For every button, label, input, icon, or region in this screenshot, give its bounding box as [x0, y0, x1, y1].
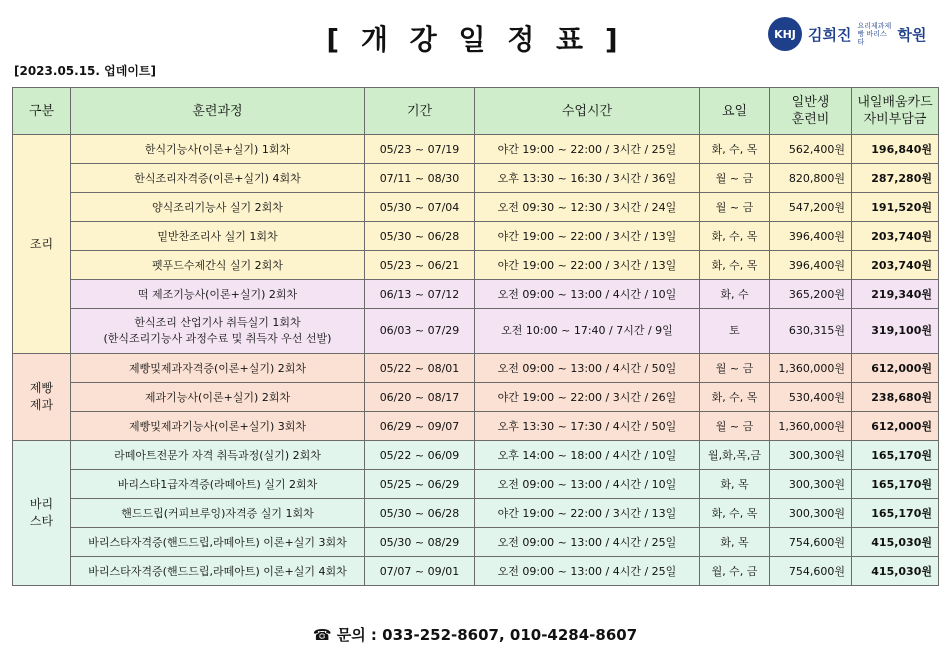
self-pay-cell: 612,000원	[852, 354, 939, 383]
table-row	[13, 193, 939, 222]
table-row	[13, 354, 939, 383]
course-cell	[71, 309, 365, 354]
days-cell: 월 ~ 금	[700, 412, 770, 441]
days-cell: 화, 수, 목	[700, 383, 770, 412]
period-cell: 05/30 ~ 06/28	[365, 499, 475, 528]
column-header: 요일	[700, 88, 770, 135]
column-header: 내일배움카드 자비부담금	[852, 88, 939, 135]
self-pay-cell: 165,170원	[852, 499, 939, 528]
fee-cell: 630,315원	[770, 309, 852, 354]
table-row	[13, 164, 939, 193]
category-cell: 바리 스타	[13, 441, 71, 586]
fee-cell: 754,600원	[770, 528, 852, 557]
table-row	[13, 135, 939, 164]
days-cell: 월,화,목,금	[700, 441, 770, 470]
category-cell: 조리	[13, 135, 71, 354]
self-pay-cell: 319,100원	[852, 309, 939, 354]
period-cell: 07/11 ~ 08/30	[365, 164, 475, 193]
time-cell: 오전 09:00 ~ 13:00 / 4시간 / 25일	[475, 528, 700, 557]
period-cell: 06/03 ~ 07/29	[365, 309, 475, 354]
table-row	[13, 280, 939, 309]
course-note: (한식조리기능사 과정수료 및 취득자 우선 선발)	[103, 332, 332, 345]
self-pay-cell: 196,840원	[852, 135, 939, 164]
update-date: [2023.05.15. 업데이트]	[14, 64, 156, 78]
table-row	[13, 499, 939, 528]
schedule-table	[12, 87, 939, 586]
time-cell: 오전 09:00 ~ 13:00 / 4시간 / 50일	[475, 354, 700, 383]
period-cell: 06/20 ~ 08/17	[365, 383, 475, 412]
academy-name: 김희진	[808, 25, 852, 44]
column-header: 수업시간	[475, 88, 700, 135]
time-cell: 오전 10:00 ~ 17:40 / 7시간 / 9일	[475, 309, 700, 354]
course-cell: 제빵및제과기능사(이론+실기) 3회차	[71, 412, 365, 441]
column-header: 기간	[365, 88, 475, 135]
period-cell: 06/13 ~ 07/12	[365, 280, 475, 309]
fee-cell: 562,400원	[770, 135, 852, 164]
time-cell: 오전 09:00 ~ 13:00 / 4시간 / 10일	[475, 280, 700, 309]
period-cell: 05/30 ~ 08/29	[365, 528, 475, 557]
time-cell: 오전 09:00 ~ 13:00 / 4시간 / 10일	[475, 470, 700, 499]
days-cell: 화, 수, 목	[700, 135, 770, 164]
course-cell: 떡 제조기능사(이론+실기) 2회차	[71, 280, 365, 309]
fee-cell: 396,400원	[770, 222, 852, 251]
course-cell: 양식조리기능사 실기 2회차	[71, 193, 365, 222]
course-cell: 제빵및제과자격증(이론+실기) 2회차	[71, 354, 365, 383]
academy-suffix: 학원	[897, 25, 927, 44]
academy-subtitle: 요리제과제빵 바리스타	[857, 22, 892, 46]
self-pay-cell: 191,520원	[852, 193, 939, 222]
table-row	[13, 470, 939, 499]
fee-cell: 300,300원	[770, 441, 852, 470]
self-pay-cell: 238,680원	[852, 383, 939, 412]
column-header: 일반생 훈련비	[770, 88, 852, 135]
column-header: 구분	[13, 88, 71, 135]
period-cell: 05/25 ~ 06/29	[365, 470, 475, 499]
course-cell: 펫푸드수제간식 실기 2회차	[71, 251, 365, 280]
time-cell: 오후 13:30 ~ 17:30 / 4시간 / 50일	[475, 412, 700, 441]
table-row	[13, 528, 939, 557]
time-cell: 오전 09:00 ~ 13:00 / 4시간 / 25일	[475, 557, 700, 586]
fee-cell: 754,600원	[770, 557, 852, 586]
self-pay-cell: 415,030원	[852, 528, 939, 557]
days-cell: 화, 수, 목	[700, 251, 770, 280]
fee-cell: 530,400원	[770, 383, 852, 412]
course-cell: 바리스타1급자격증(라떼아트) 실기 2회차	[71, 470, 365, 499]
period-cell: 05/30 ~ 07/04	[365, 193, 475, 222]
period-cell: 07/07 ~ 09/01	[365, 557, 475, 586]
time-cell: 오전 09:30 ~ 12:30 / 3시간 / 24일	[475, 193, 700, 222]
days-cell: 화, 수, 목	[700, 222, 770, 251]
period-cell: 06/29 ~ 09/07	[365, 412, 475, 441]
course-cell: 한식조리자격증(이론+실기) 4회차	[71, 164, 365, 193]
table-row	[13, 251, 939, 280]
column-header: 훈련과정	[71, 88, 365, 135]
self-pay-cell: 219,340원	[852, 280, 939, 309]
days-cell: 월 ~ 금	[700, 193, 770, 222]
fee-cell: 1,360,000원	[770, 354, 852, 383]
course-title: 한식조리 산업기사 취득실기 1회차	[134, 316, 301, 329]
period-cell: 05/23 ~ 06/21	[365, 251, 475, 280]
time-cell: 야간 19:00 ~ 22:00 / 3시간 / 13일	[475, 222, 700, 251]
course-cell: 밑반찬조리사 실기 1회차	[71, 222, 365, 251]
self-pay-cell: 165,170원	[852, 441, 939, 470]
self-pay-cell: 287,280원	[852, 164, 939, 193]
time-cell: 오후 13:30 ~ 16:30 / 3시간 / 36일	[475, 164, 700, 193]
fee-cell: 300,300원	[770, 470, 852, 499]
table-row	[13, 222, 939, 251]
table-row	[13, 557, 939, 586]
period-cell: 05/30 ~ 06/28	[365, 222, 475, 251]
fee-cell: 820,800원	[770, 164, 852, 193]
fee-cell: 1,360,000원	[770, 412, 852, 441]
self-pay-cell: 203,740원	[852, 222, 939, 251]
days-cell: 월 ~ 금	[700, 164, 770, 193]
time-cell: 야간 19:00 ~ 22:00 / 3시간 / 13일	[475, 499, 700, 528]
course-cell: 핸드드립(커피브루잉)자격증 실기 1회차	[71, 499, 365, 528]
table-row	[13, 441, 939, 470]
academy-logo	[768, 14, 926, 54]
period-cell: 05/23 ~ 07/19	[365, 135, 475, 164]
phone-icon: ☎	[312, 626, 332, 644]
fee-cell: 365,200원	[770, 280, 852, 309]
days-cell: 토	[700, 309, 770, 354]
time-cell: 야간 19:00 ~ 22:00 / 3시간 / 25일	[475, 135, 700, 164]
self-pay-cell: 203,740원	[852, 251, 939, 280]
course-cell: 한식기능사(이론+실기) 1회차	[71, 135, 365, 164]
table-row	[13, 383, 939, 412]
course-cell: 제과기능사(이론+실기) 2회차	[71, 383, 365, 412]
days-cell: 월 ~ 금	[700, 354, 770, 383]
time-cell: 오후 14:00 ~ 18:00 / 4시간 / 10일	[475, 441, 700, 470]
self-pay-cell: 612,000원	[852, 412, 939, 441]
page-title: [ 개 강 일 정 표 ]	[326, 23, 624, 56]
academy-seal-icon: KHJ	[768, 17, 802, 51]
period-cell: 05/22 ~ 06/09	[365, 441, 475, 470]
category-cell: 제빵 제과	[13, 354, 71, 441]
days-cell: 화, 수	[700, 280, 770, 309]
days-cell: 화, 수, 목	[700, 499, 770, 528]
table-row	[13, 412, 939, 441]
fee-cell: 547,200원	[770, 193, 852, 222]
self-pay-cell: 415,030원	[852, 557, 939, 586]
course-cell: 바리스타자격증(핸드드립,라떼아트) 이론+실기 4회차	[71, 557, 365, 586]
course-cell: 라떼아트전문가 자격 취득과정(실기) 2회차	[71, 441, 365, 470]
time-cell: 야간 19:00 ~ 22:00 / 3시간 / 26일	[475, 383, 700, 412]
table-header-row	[13, 88, 939, 135]
fee-cell: 396,400원	[770, 251, 852, 280]
period-cell: 05/22 ~ 08/01	[365, 354, 475, 383]
self-pay-cell: 165,170원	[852, 470, 939, 499]
days-cell: 화, 목	[700, 528, 770, 557]
table-row	[13, 309, 939, 354]
fee-cell: 300,300원	[770, 499, 852, 528]
days-cell: 화, 목	[700, 470, 770, 499]
contact-label: 문의 : 033-252-8607, 010-4284-8607	[336, 626, 638, 644]
course-cell: 바리스타자격증(핸드드립,라떼아트) 이론+실기 3회차	[71, 528, 365, 557]
days-cell: 월, 수, 금	[700, 557, 770, 586]
contact-info	[0, 624, 950, 645]
time-cell: 야간 19:00 ~ 22:00 / 3시간 / 13일	[475, 251, 700, 280]
